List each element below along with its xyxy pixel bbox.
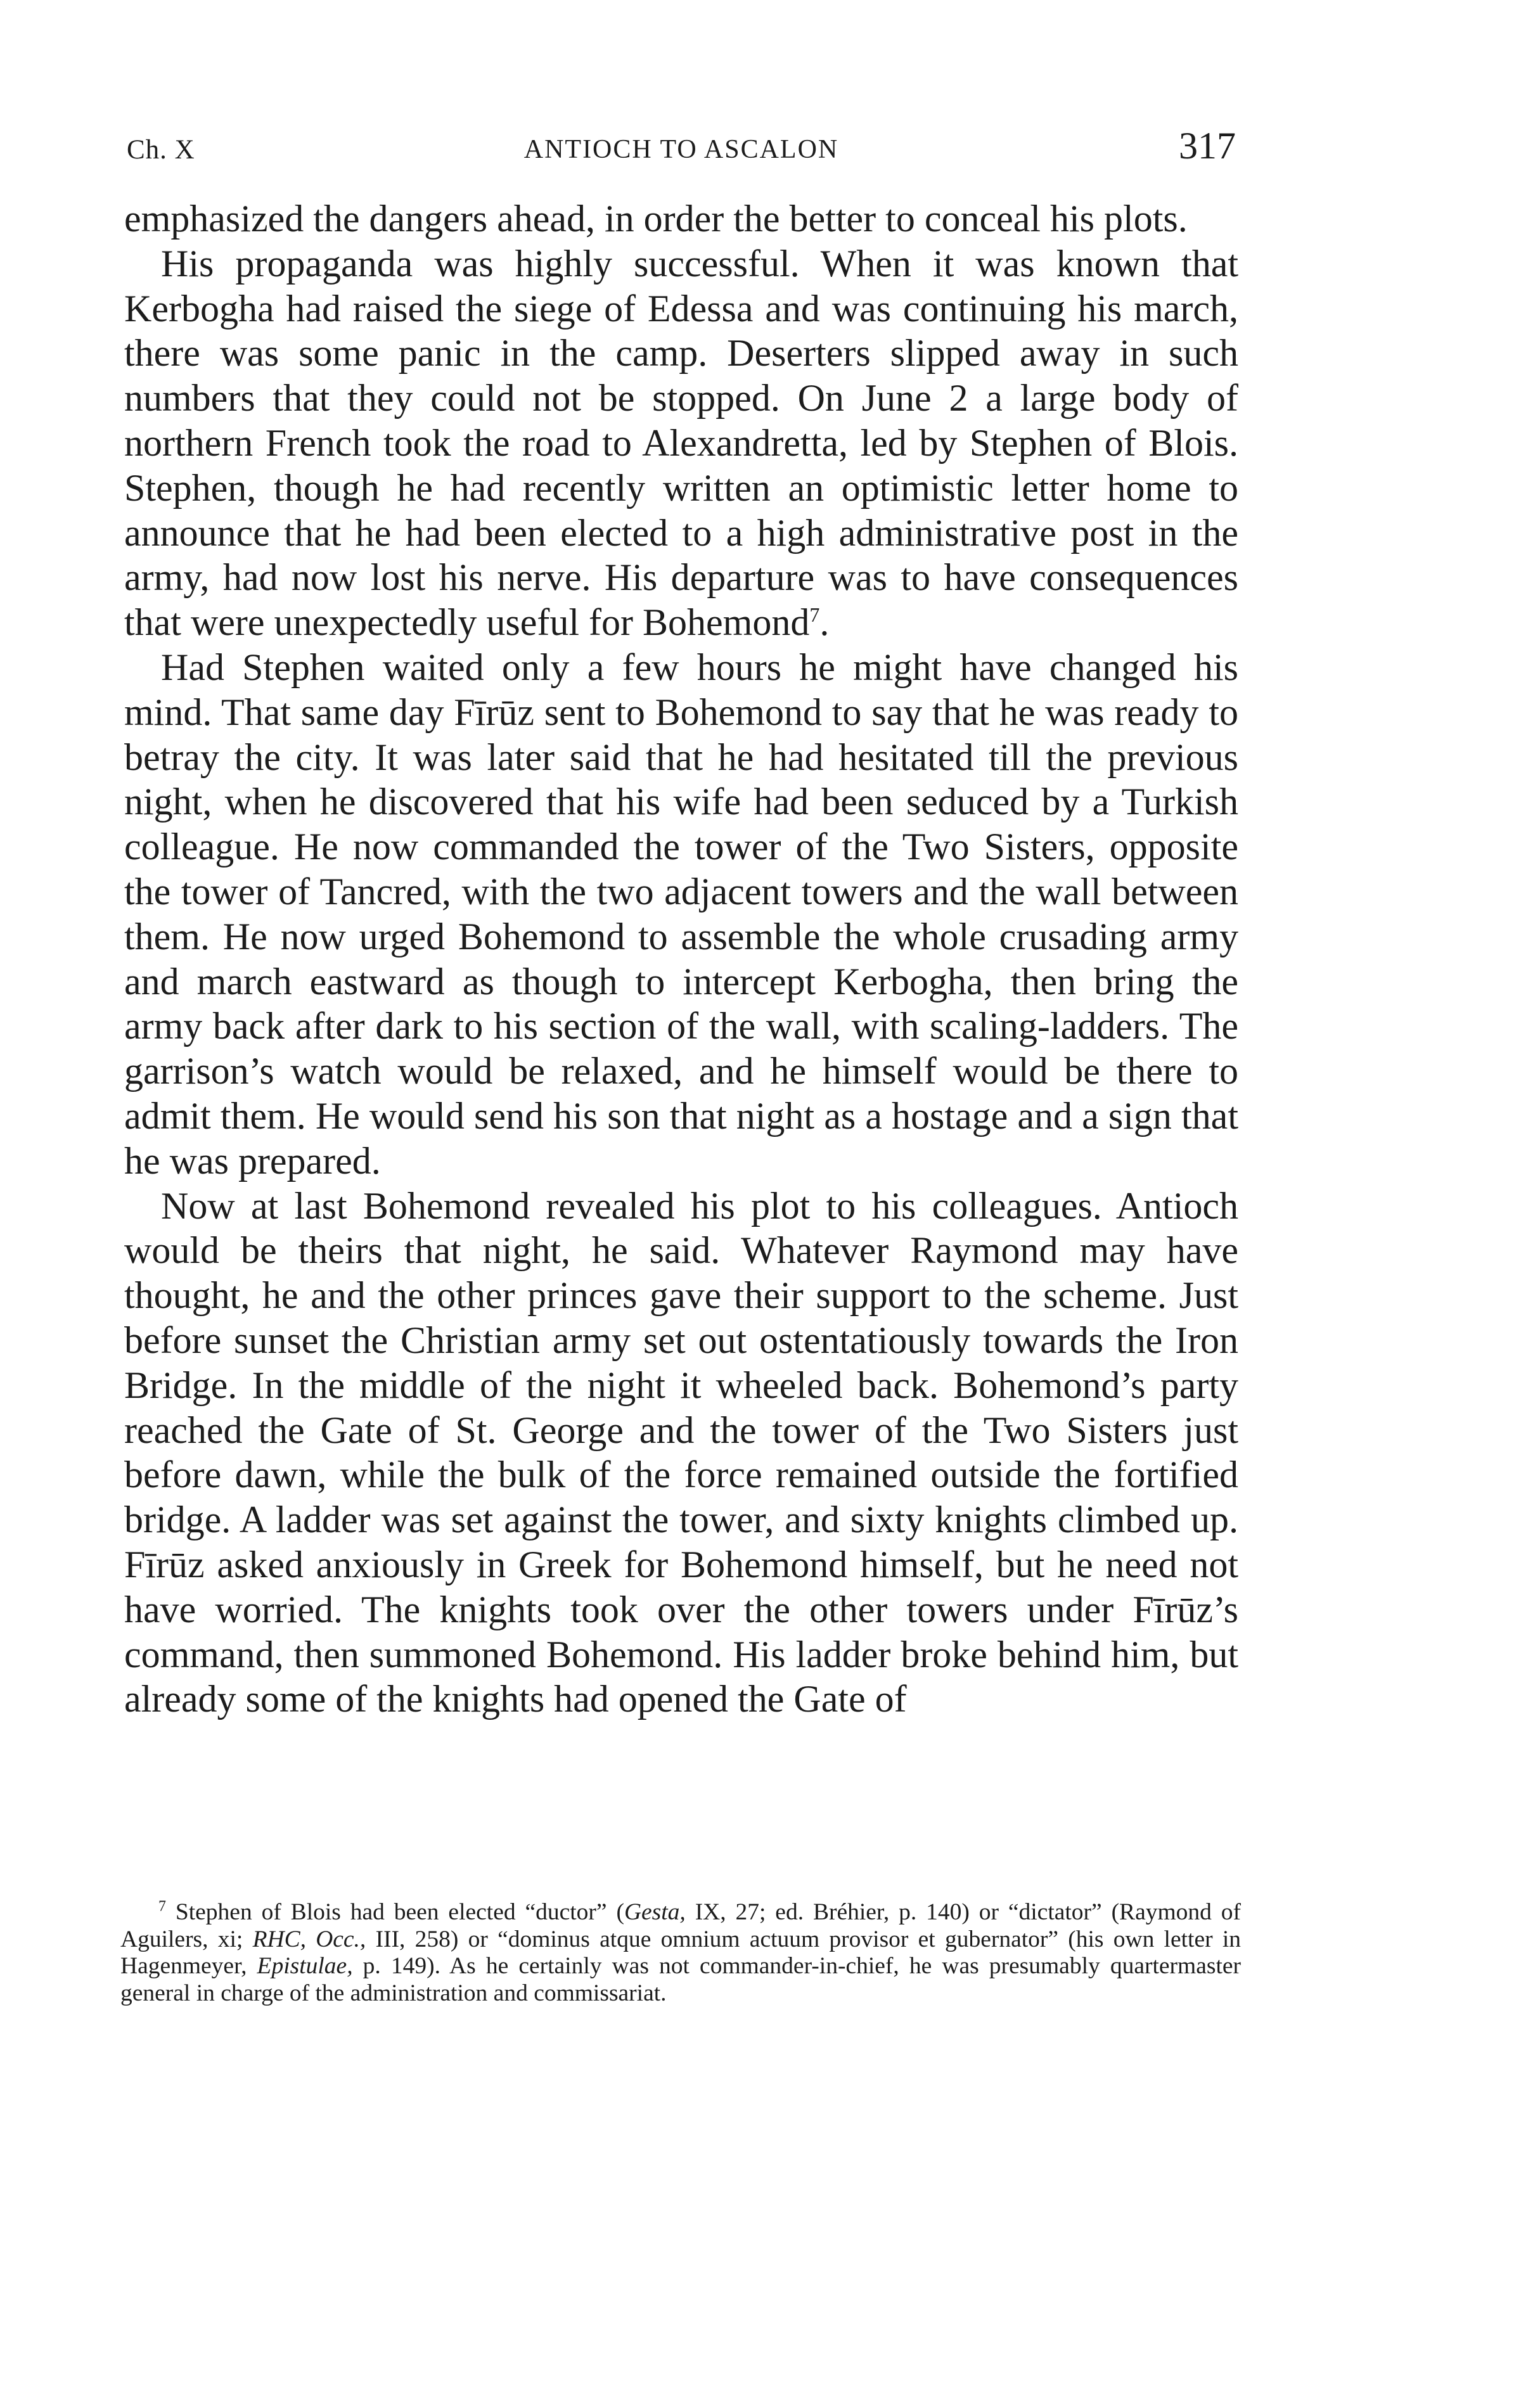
footnote-reference: 7: [809, 603, 820, 627]
paragraph: [124, 196, 1238, 241]
footnote-seg-6: p. 149). As he certainly was not commander-in-chief, he was presumably quartermaster general in charge of the administration and commissariat.: [120, 1953, 1241, 2006]
footnote-seg-3: RHC, Occ.,: [252, 1926, 366, 1952]
paragraph-text: emphasized the dangers ahead, in order the better to conceal his plots.: [124, 198, 1188, 240]
footnote-mark: 7: [158, 1898, 166, 1915]
footnote-seg-2: IX, 27; ed. Bréhier, p. 140) or “dictator” (Raymond of Aguilers, xi;: [120, 1899, 1241, 1952]
paragraph-text-end: .: [819, 601, 830, 644]
footnote: [120, 1899, 1241, 2007]
running-header: [127, 124, 1236, 175]
footnote-seg-4: III, 258) or “dominus atque omnium actuum provisor et gubernator” (his own letter in Hagenmeyer,: [120, 1926, 1241, 1980]
page-number: 317: [1179, 125, 1236, 167]
body-text: [124, 196, 1238, 1722]
footnote-seg-0: Stephen of Blois had been elected “ductor” (: [166, 1899, 624, 1925]
paragraph-text: Had Stephen waited only a few hours he might have changed his mind. That same day Fīrūz sent to Bohemond to say that he was ready to betray the city. It was later said that he had hesitated till the previous night, when he discovered that his wife had been seduced by a Turkish colleague. He now commanded the tower of the Two Sisters, opposite the tower of Tancred, with the two adjacent towers and the wall between them. He now urged Bohemond to assemble the whole crusading army and march eastward as though to intercept Kerbogha, then bring the army back after dark to his section of the wall, with scaling-ladders. The garrison’s watch would be relaxed, and he himself would be there to admit them. He would send his son that night as a hostage and a sign that he was prepared.: [124, 646, 1238, 1182]
footnote-seg-1: Gesta,: [624, 1899, 686, 1925]
paragraph-text: Now at last Bohemond revealed his plot to his colleagues. Antioch would be theirs that night, he said. Whatever Raymond may have thought, he and the other princes gave their support to the scheme. Just before sunset the Christian army set out ostentatiously towards the Iron Bridge. In the middle of the night it wheeled back. Bohemond’s party reached the Gate of St. George and the tower of the Two Sisters just before dawn, while the bulk of the force remained outside the fortified bridge. A ladder was set against the tower, and sixty knights climbed up. Fīrūz asked anxiously in Greek for Bohemond himself, but he need not have worried. The knights took over the other towers under Fīrūz’s command, then summoned Bohemond. His ladder broke behind him, but already some of the knights had opened the Gate of: [124, 1184, 1238, 1720]
running-title: ANTIOCH TO ASCALON: [523, 135, 839, 164]
paragraph: [124, 1184, 1238, 1722]
paragraph-text: His propaganda was highly successful. When it was known that Kerbogha had raised the siege of Edessa and was continuing his march, there was some panic in the camp. Deserters slipped away in such numbers that they could not be stopped. On June 2 a large body of northern French took the road to Alexandretta, led by Stephen of Blois. Stephen, though he had recently written an optimistic letter home to announce that he had been elected to a high administrative post in the army, had now lost his nerve. His departure was to have consequences that were unexpectedly useful for Bohemond: [124, 242, 1238, 644]
paragraph: [124, 241, 1238, 645]
paragraph: [124, 645, 1238, 1184]
footnote-seg-5: Epistulae,: [257, 1953, 353, 1980]
chapter-label: Ch. X: [127, 135, 195, 165]
